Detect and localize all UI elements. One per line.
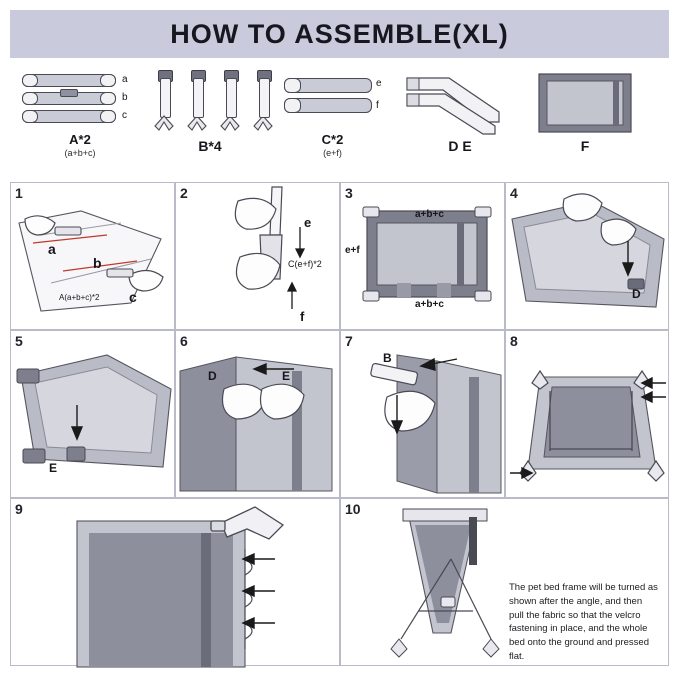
step-6 [175, 330, 340, 498]
step-1-label-c: c [129, 289, 137, 305]
step-10 [340, 498, 669, 666]
part-a-letter-b: b [122, 92, 128, 103]
step-6-illustration [176, 331, 341, 499]
page-title: HOW TO ASSEMBLE(XL) [170, 18, 509, 49]
step-3-label-left: e+f [345, 245, 360, 256]
part-b-caption: B*4 [198, 138, 222, 154]
part-a-subcaption: (a+b+c) [64, 148, 96, 158]
step-8-illustration [506, 331, 670, 499]
step-1 [10, 182, 175, 330]
parts-legend [10, 64, 669, 176]
step-1-label-assembly: A(a+b+c)*2 [59, 293, 100, 302]
step-5 [10, 330, 175, 498]
step-5-number: 5 [15, 333, 23, 349]
part-f [525, 64, 645, 176]
part-de-caption: D E [448, 138, 472, 154]
step-2-label-f: f [300, 309, 305, 324]
step-1-number: 1 [15, 185, 23, 201]
step-7-illustration [341, 331, 506, 499]
step-4-number: 4 [510, 185, 518, 201]
step-3 [340, 182, 505, 330]
step-3-number: 3 [345, 185, 353, 201]
part-b [150, 64, 270, 176]
step-10-note: The pet bed frame will be turned as shown after the angle, and then pull the fabric so that the velcro fastening in place, and the whole bed onto the ground and pressed flat. [509, 582, 658, 662]
step-9 [10, 498, 340, 666]
step-5-illustration [11, 331, 176, 499]
part-c-letter-e: e [376, 78, 382, 89]
step-2 [175, 182, 340, 330]
step-9-illustration [11, 499, 341, 667]
part-c-subcaption: (e+f) [323, 148, 342, 158]
step-9-number: 9 [15, 501, 23, 517]
step-2-number: 2 [180, 185, 188, 201]
part-c-letter-f: f [376, 100, 379, 111]
part-a [10, 64, 150, 176]
steps-grid [10, 182, 669, 666]
page-header [10, 10, 669, 58]
step-10-number: 10 [345, 501, 361, 517]
step-6-number: 6 [180, 333, 188, 349]
part-a-letter-c: c [122, 110, 127, 121]
part-c-caption: C*2 [321, 132, 344, 147]
step-5-label-e: E [49, 461, 58, 475]
step-2-illustration [176, 183, 341, 331]
part-c [270, 64, 395, 176]
step-4-label-d: D [632, 287, 641, 301]
part-b-feet-icon [150, 64, 270, 176]
step-6-label-e: E [282, 369, 291, 383]
part-f-fabric-icon [525, 64, 645, 144]
step-3-label-top: a+b+c [415, 209, 444, 220]
part-de-shape-icon [395, 64, 525, 144]
part-a-letter-a: a [122, 74, 128, 85]
step-2-label-cef: C(e+f)*2 [288, 259, 322, 269]
step-2-label-e: e [304, 215, 312, 230]
part-f-caption: F [580, 138, 590, 154]
step-6-label-d: D [208, 369, 217, 383]
step-7-label-b: B [383, 351, 392, 365]
step-4-illustration [506, 183, 670, 331]
step-7 [340, 330, 505, 498]
step-8 [505, 330, 669, 498]
step-4 [505, 182, 669, 330]
step-8-number: 8 [510, 333, 518, 349]
step-1-label-a: a [48, 241, 56, 257]
part-de [395, 64, 525, 176]
step-3-label-bottom: a+b+c [415, 299, 444, 310]
part-a-caption: A*2 [69, 132, 91, 147]
step-7-number: 7 [345, 333, 353, 349]
step-1-label-b: b [93, 255, 102, 271]
